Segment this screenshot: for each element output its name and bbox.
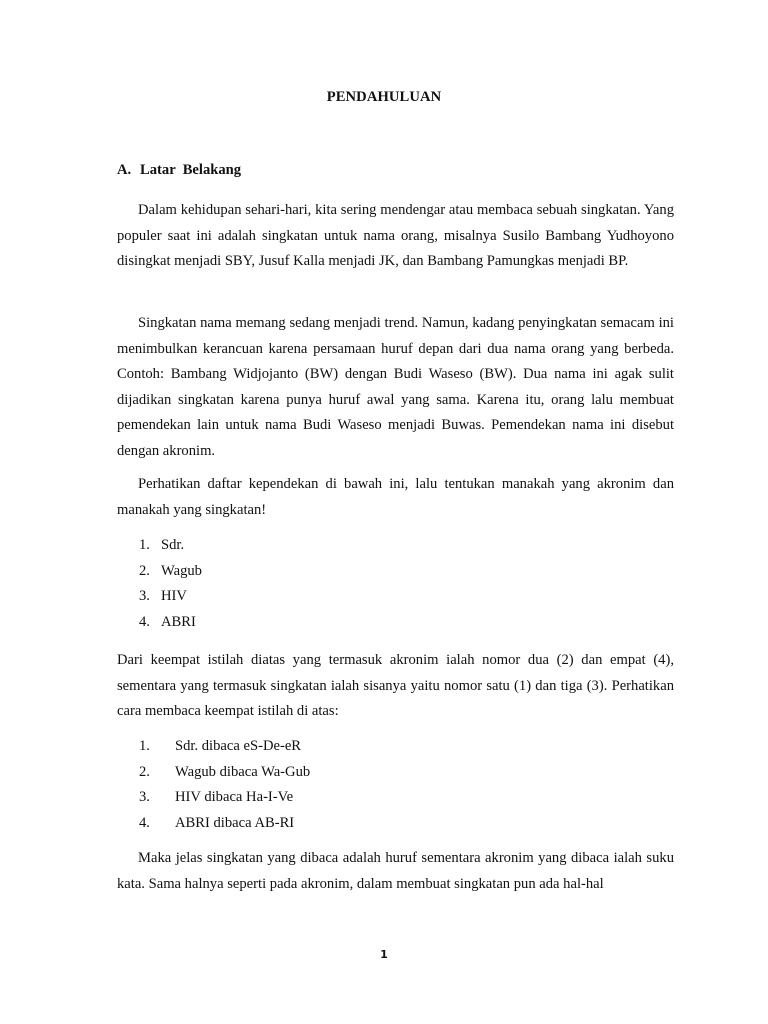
list-item-text: Sdr.: [161, 537, 185, 553]
list-item: [139, 760, 310, 786]
paragraph-3: Perhatikan daftar kependekan di bawah ini, lalu tentukan manakah yang akronim dan manakah yang singkatan!: [117, 476, 674, 518]
paragraph-4: Dari keempat istilah diatas yang termasuk akronim ialah nomor dua (2) dan empat (4), sementara yang termasuk singkatan ialah sisanya yaitu nomor satu (1) dan tiga (3). Perhatikan cara membaca keempat istilah di atas:: [117, 652, 674, 719]
list-item-number: 4.: [139, 814, 150, 831]
paragraph-5: Maka jelas singkatan yang dibaca adalah huruf sementara akronim yang dibaca ialah suku kata. Sama halnya seperti pada akronim, dalam membuat singkatan pun ada hal-hal: [117, 850, 674, 892]
list-item-number: 4.: [139, 613, 150, 630]
list-item-number: 3.: [139, 588, 150, 604]
list-item-text: Sdr. dibaca eS-De-eR: [175, 738, 302, 754]
paragraph-1: Dalam kehidupan sehari-hari, kita sering mendengar atau membaca sebuah singkatan. Yang populer saat ini adalah singkatan untuk nama orang, misalnya Susilo Bambang Yudhoyono disingkat menjadi SBY, Jusuf Kalla menjadi JK, dan Bambang Pamungkas menjadi BP.: [117, 202, 674, 269]
paragraph-2: Singkatan nama memang sedang menjadi trend. Namun, kadang penyingkatan semacam ini menimbulkan kerancuan karena persamaan huruf depan dari dua nama orang yang berbeda. Contoh: Bambang Widjojanto (BW) dengan Budi Waseso (BW). Dua nama ini agak sulit dijadikan singkatan karena punya huruf awal yang sama. Karena itu, orang lalu membuat pemendekan lain untuk nama Budi Waseso menjadi Buwas. Pemendekan nama ini disebut dengan akronim.: [117, 315, 674, 459]
list-item: [139, 610, 202, 636]
list-item-number: 2.: [139, 763, 150, 780]
section-heading: [117, 162, 241, 179]
list-item: [139, 584, 202, 610]
abbreviation-list: [139, 533, 202, 635]
section-number: A.: [117, 162, 132, 178]
list-item: [139, 811, 310, 837]
page-number: 1: [380, 948, 388, 961]
reading-list: [139, 734, 310, 836]
list-item: [139, 734, 310, 760]
list-item-text: ABRI dibaca AB-RI: [175, 814, 295, 831]
list-item-number: 3.: [139, 789, 150, 805]
page-title: PENDAHULUAN: [326, 89, 442, 105]
list-item: [139, 559, 202, 585]
list-item-number: 1.: [139, 738, 150, 754]
list-item: [139, 533, 202, 559]
list-item-number: 2.: [139, 562, 150, 579]
list-item-text: ABRI: [161, 613, 196, 630]
list-item: [139, 785, 310, 811]
list-item-number: 1.: [139, 537, 150, 553]
list-item-text: HIV: [161, 588, 187, 604]
list-item-text: Wagub: [161, 562, 202, 579]
list-item-text: HIV dibaca Ha-I-Ve: [175, 789, 294, 805]
section-title: Latar Belakang: [140, 162, 242, 178]
list-item-text: Wagub dibaca Wa-Gub: [175, 763, 311, 780]
